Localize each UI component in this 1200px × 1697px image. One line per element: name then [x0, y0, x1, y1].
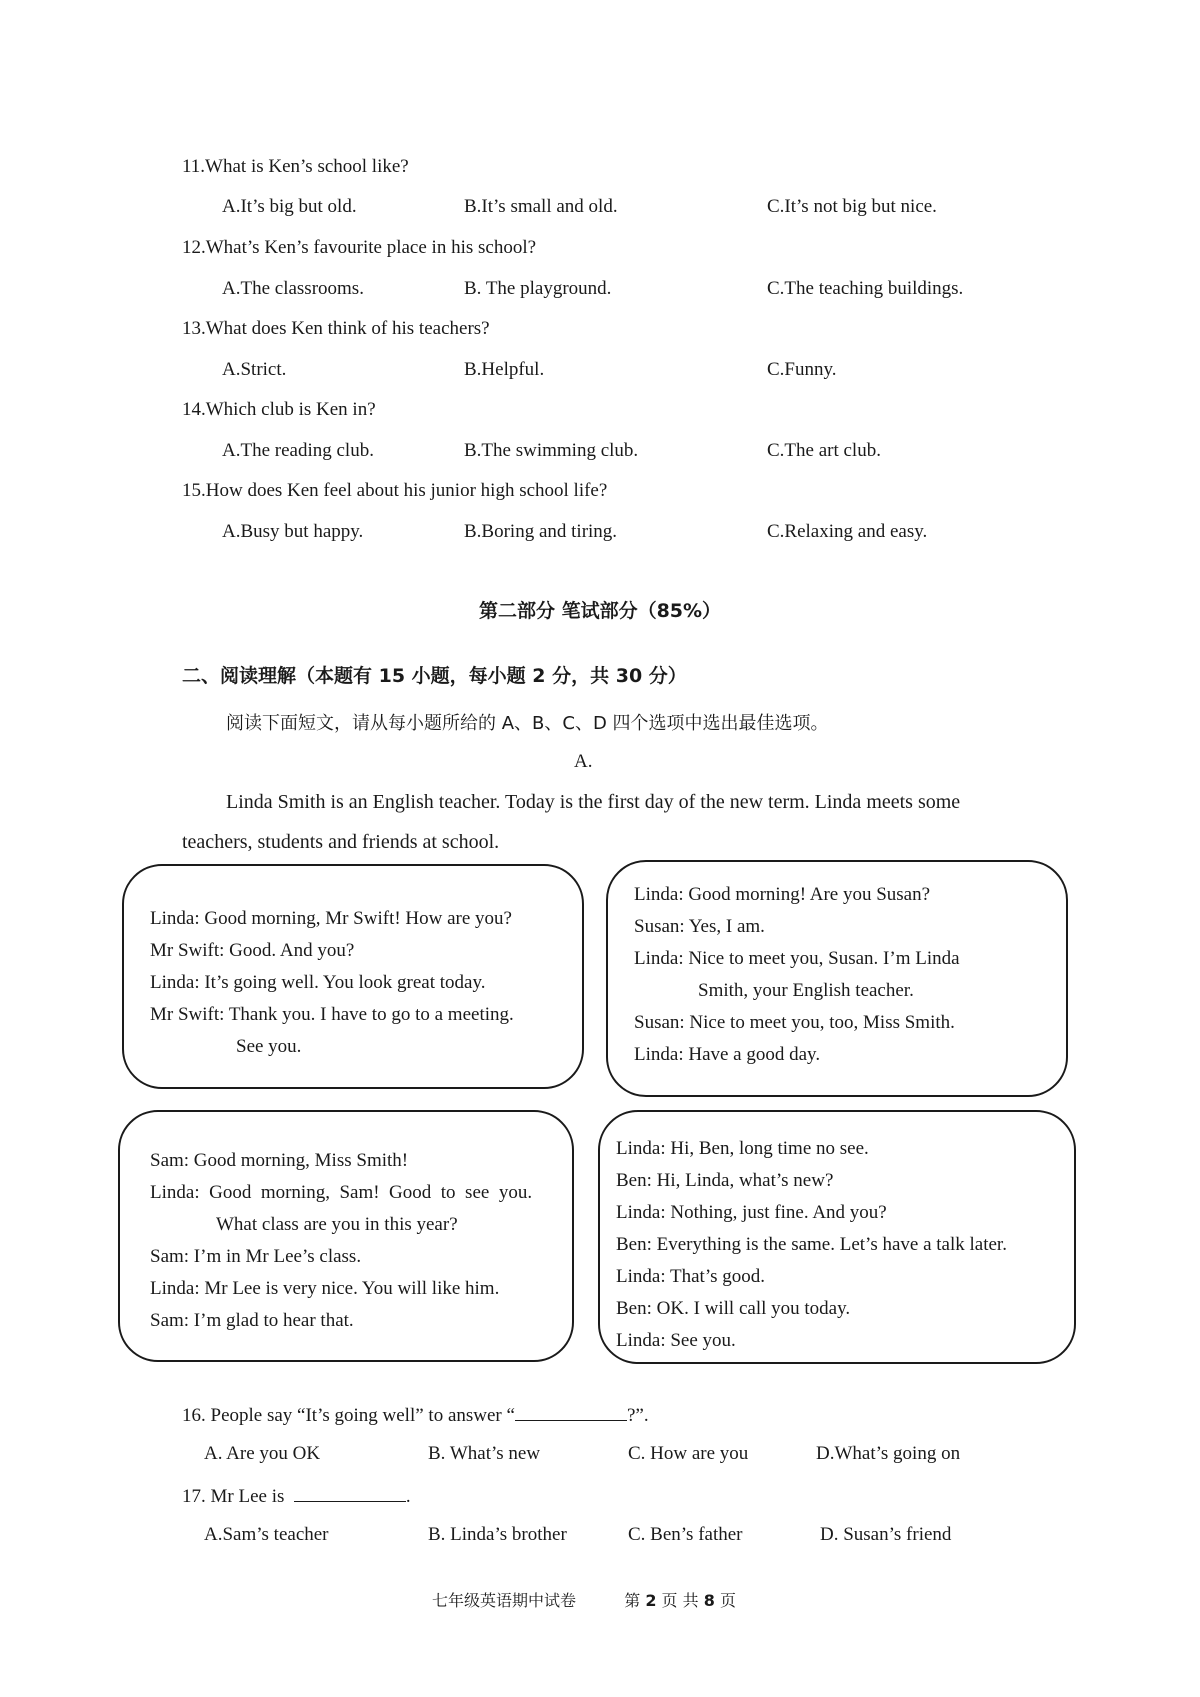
dialog-line: Susan: Nice to meet you, too, Miss Smith.	[634, 1012, 955, 1033]
option-15-a: A.Busy but happy.	[222, 521, 364, 542]
option-12-b: B. The playground.	[464, 278, 612, 299]
dialog-box-susan	[606, 860, 1068, 1097]
option-11-b: B.It’s small and old.	[464, 196, 618, 217]
option-14-a: A.The reading club.	[222, 440, 374, 461]
option-14-b: B.The swimming club.	[464, 440, 639, 461]
option-17-d: D. Susan’s friend	[820, 1524, 952, 1545]
dialog-line: Sam: Good morning, Miss Smith!	[150, 1150, 409, 1171]
option-15-c: C.Relaxing and easy.	[767, 521, 928, 542]
dialog-line: Ben: Hi, Linda, what’s new?	[616, 1170, 834, 1191]
option-16-c: C. How are you	[628, 1443, 749, 1464]
dialog-line: Linda: Good morning, Mr Swift! How are you?	[150, 908, 512, 929]
dialog-line: Mr Swift: Good. And you?	[150, 940, 355, 961]
question-13: 13.What does Ken think of his teachers?	[182, 318, 490, 339]
dialog-line: Linda: Nice to meet you, Susan. I’m Linda	[634, 948, 960, 969]
option-17-a: A.Sam’s teacher	[204, 1524, 329, 1545]
dialog-box-sam	[118, 1110, 574, 1362]
dialog-line: Ben: Everything is the same. Let’s have a talk later.	[616, 1234, 1007, 1255]
question-16-end: ?”.	[626, 1405, 649, 1426]
page-footer	[432, 1588, 736, 1611]
dialog-line: Ben: OK. I will call you today.	[616, 1298, 851, 1319]
option-12-c: C.The teaching buildings.	[767, 278, 964, 299]
dialog-line: Susan: Yes, I am.	[634, 916, 765, 937]
question-17	[182, 1483, 411, 1508]
option-14-c: C.The art club.	[767, 440, 881, 461]
passage-line-1: Linda Smith is an English teacher. Today is the first day of the new term. Linda meets some	[226, 791, 961, 813]
dialog-line: Linda: Hi, Ben, long time no see.	[616, 1138, 869, 1159]
footer-page-number: 2	[645, 1591, 657, 1610]
option-11-a: A.It’s big but old.	[222, 196, 357, 217]
dialog-line: Linda: It’s going well. You look great today.	[150, 972, 486, 993]
option-16-a: A. Are you OK	[204, 1443, 321, 1464]
option-13-c: C.Funny.	[767, 359, 837, 380]
question-11: 11.What is Ken’s school like?	[182, 156, 409, 177]
option-16-d: D.What’s going on	[816, 1443, 961, 1464]
dialog-line: Linda: Have a good day.	[634, 1044, 821, 1065]
question-14: 14.Which club is Ken in?	[182, 399, 376, 420]
option-15-b: B.Boring and tiring.	[464, 521, 618, 542]
dialog-line: Linda: That’s good.	[616, 1266, 765, 1287]
instruction: 阅读下面短文，请从每小题所给的 A、B、C、D 四个选项中选出最佳选项。	[226, 713, 829, 734]
dialog-line: Mr Swift: Thank you. I have to go to a meeting.	[150, 1004, 514, 1025]
passage-label: A.	[574, 751, 593, 772]
option-17-c: C. Ben’s father	[628, 1524, 743, 1545]
footer-page-post: 页	[719, 1591, 736, 1610]
passage-line-2: teachers, students and friends at school.	[182, 831, 500, 853]
dialog-line: What class are you in this year?	[216, 1214, 458, 1235]
dialog-line: Linda: Mr Lee is very nice. You will like him.	[150, 1278, 500, 1299]
option-13-b: B.Helpful.	[464, 359, 545, 380]
dialog-line: Linda: See you.	[616, 1330, 736, 1351]
question-17-end: .	[405, 1486, 411, 1507]
dialog-box-mr-swift	[122, 864, 584, 1089]
footer-page-mid: 页 共	[661, 1591, 699, 1610]
option-17-b: B. Linda’s brother	[428, 1524, 567, 1545]
option-16-b: B. What’s new	[428, 1443, 541, 1464]
dialog-line: Sam: I’m glad to hear that.	[150, 1310, 354, 1331]
part2-title: 第二部分 笔试部分（85%）	[478, 600, 722, 622]
dialog-line: Sam: I’m in Mr Lee’s class.	[150, 1246, 362, 1267]
footer-title: 七年级英语期中试卷	[432, 1591, 577, 1610]
option-12-a: A.The classrooms.	[222, 278, 364, 299]
dialog-line: Linda: Nothing, just fine. And you?	[616, 1202, 887, 1223]
footer-page-pre: 第	[624, 1591, 641, 1610]
dialog-box-ben	[598, 1110, 1076, 1364]
question-12: 12.What’s Ken’s favourite place in his school?	[182, 237, 537, 258]
dialog-line: Linda: Good morning, Sam! Good to see you.	[150, 1182, 533, 1203]
answer-blank	[294, 1483, 406, 1502]
question-17-text: 17. Mr Lee is	[182, 1486, 285, 1507]
dialog-line: Smith, your English teacher.	[698, 980, 914, 1001]
dialog-line: Linda: Good morning! Are you Susan?	[634, 884, 931, 905]
section-title: 二、阅读理解（本题有 15 小题，每小题 2 分，共 30 分）	[182, 665, 687, 687]
answer-blank	[515, 1402, 627, 1421]
question-16-text: 16. People say “It’s going well” to answer “	[182, 1405, 515, 1426]
dialog-line: See you.	[236, 1036, 302, 1057]
option-13-a: A.Strict.	[222, 359, 287, 380]
option-11-c: C.It’s not big but nice.	[767, 196, 937, 217]
question-15: 15.How does Ken feel about his junior high school life?	[182, 480, 608, 501]
footer-total-pages: 8	[703, 1591, 715, 1610]
question-16	[182, 1402, 649, 1427]
